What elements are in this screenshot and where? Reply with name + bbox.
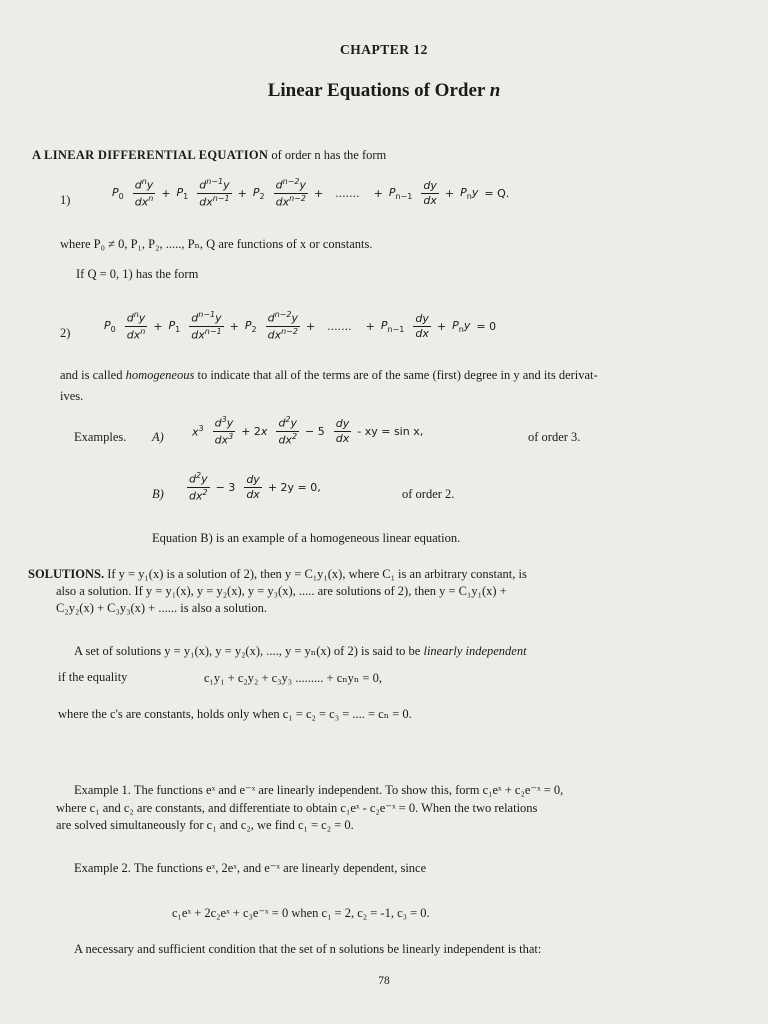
example-note: Equation B) is an example of a homogeneous linear equation. [152, 531, 461, 545]
page-title-main: Linear Equations of Order [267, 80, 485, 101]
example-1-line-2: where c₁ and c₂ are constants, and differentiate to obtain c₁eˣ - c₂e⁻ˣ = 0. When the two relations [56, 801, 538, 815]
homogeneous-term: homogeneous [125, 368, 195, 382]
solutions-line-2: also a solution. If y = y₁(x), y = y₂(x), y = y₃(x), ..... are solutions of 2), then y = C₁y₁(x) + [56, 584, 507, 598]
example-b-label: B) [152, 487, 164, 501]
equation-2-label: 2) [60, 326, 71, 340]
equation-2-rhs: = 0 [476, 319, 497, 333]
page-title [0, 80, 768, 102]
example-a-equation: $x^3$ $\frac{d^3y}{dx^3}$ + 2x $\frac{d^2y}{dx^2}$ − 5 $\frac{dy}{dx}$ - xy = sin x, [192, 415, 424, 447]
homogeneous-text [60, 368, 598, 383]
definition-rest: of order n has the form [271, 148, 387, 162]
example-b-equation: $\frac{d^2y}{dx^2}$ − 3 $\frac{dy}{dx}$ + 2y = 0, [189, 471, 321, 503]
example-2-line-1: Example 2. The functions eˣ, 2eˣ, and e⁻ˣ are linearly dependent, since [74, 861, 427, 875]
solutions-line-3: C₂y₂(x) + C₃y₃(x) + ...... is also a solution. [56, 601, 268, 615]
solutions-lead: SOLUTIONS. [28, 567, 105, 581]
equation-1-label: 1) [60, 193, 71, 207]
example-a-order: of order 3. [528, 430, 581, 444]
homogeneous-post: to indicate that all of the terms are of the same (first) degree in y and its derivat- [197, 368, 598, 382]
independence-pre: A set of solutions y = y₁(x), y = y₂(x), ...., y = yₙ(x) of 2) is said to be [74, 644, 421, 658]
definition-lead: A LINEAR DIFFERENTIAL EQUATION [32, 148, 269, 162]
example-1-line-3: are solved simultaneously for c₁ and c₂, we find c₁ = c₂ = 0. [56, 818, 354, 832]
definition-line [32, 148, 386, 163]
equation-2: $P_0$ $\frac{d^ny}{dx^n}$ + $P_1$ $\frac{d^{n-1}y}{dx^{n-1}}$ + $P_2$ $\frac{d^{n-2}y}{dx^{n-2}}$ + ....... + $P_{n-1}$ $\frac{dy}{dx}$ + $P_ny$ = 0 [104, 310, 497, 342]
solutions-line-1 [28, 567, 527, 582]
solutions-text-1: If y = y₁(x) is a solution of 2), then y = C₁y₁(x), where C₁ is an arbitrary constant, is [107, 567, 527, 581]
example-a-rhs: - xy = sin x, [357, 424, 424, 438]
independence-equality: c₁y₁ + c₂y₂ + c₃y₃ ......... + cₙyₙ = 0, [204, 671, 382, 685]
final-line: A necessary and sufficient condition that the set of n solutions be linearly independent is that: [74, 942, 542, 956]
independence-term: linearly independent [423, 644, 527, 658]
independence-line-1 [74, 643, 527, 659]
page-title-var: n [489, 80, 501, 101]
independence-line-3: where the c's are constants, holds only when c₁ = c₂ = c₃ = .... = cₙ = 0. [58, 707, 412, 721]
example-2-line-2: c₁eˣ + 2c₂eˣ + c₃e⁻ˣ = 0 when c₁ = 2, c₂ = -1, c₃ = 0. [172, 906, 430, 920]
equation-1: $P_0$ $\frac{d^ny}{dx^n}$ + $P_1$ $\frac{d^{n-1}y}{dx^{n-1}}$ + $P_2$ $\frac{d^{n-2}y}{dx^{n-2}}$ + ....... + $P_{n-1}$ $\frac{dy}{dx}$ + $P_ny$ = Q. [112, 177, 510, 209]
examples-label: Examples. [74, 430, 127, 444]
example-b-order: of order 2. [402, 487, 455, 501]
if-q-line: If Q = 0, 1) has the form [76, 267, 199, 281]
chapter-label: CHAPTER 12 [340, 42, 428, 57]
page-number: 78 [378, 975, 390, 987]
independence-line-2-pre: if the equality [58, 670, 128, 684]
example-a-label: A) [152, 430, 164, 444]
equation-1-rhs: = Q. [484, 186, 510, 200]
homogeneous-cont: ives. [60, 389, 84, 403]
example-1-line-1: Example 1. The functions eˣ and e⁻ˣ are linearly independent. To show this, form c₁eˣ + c₂e⁻ˣ = 0, [74, 783, 564, 797]
homogeneous-pre: and is called [60, 368, 123, 382]
example-b-rhs: + 2y = 0, [267, 480, 321, 494]
where-line: where P₀ ≠ 0, P₁, P₂, ....., Pₙ, Q are functions of x or constants. [60, 237, 373, 251]
